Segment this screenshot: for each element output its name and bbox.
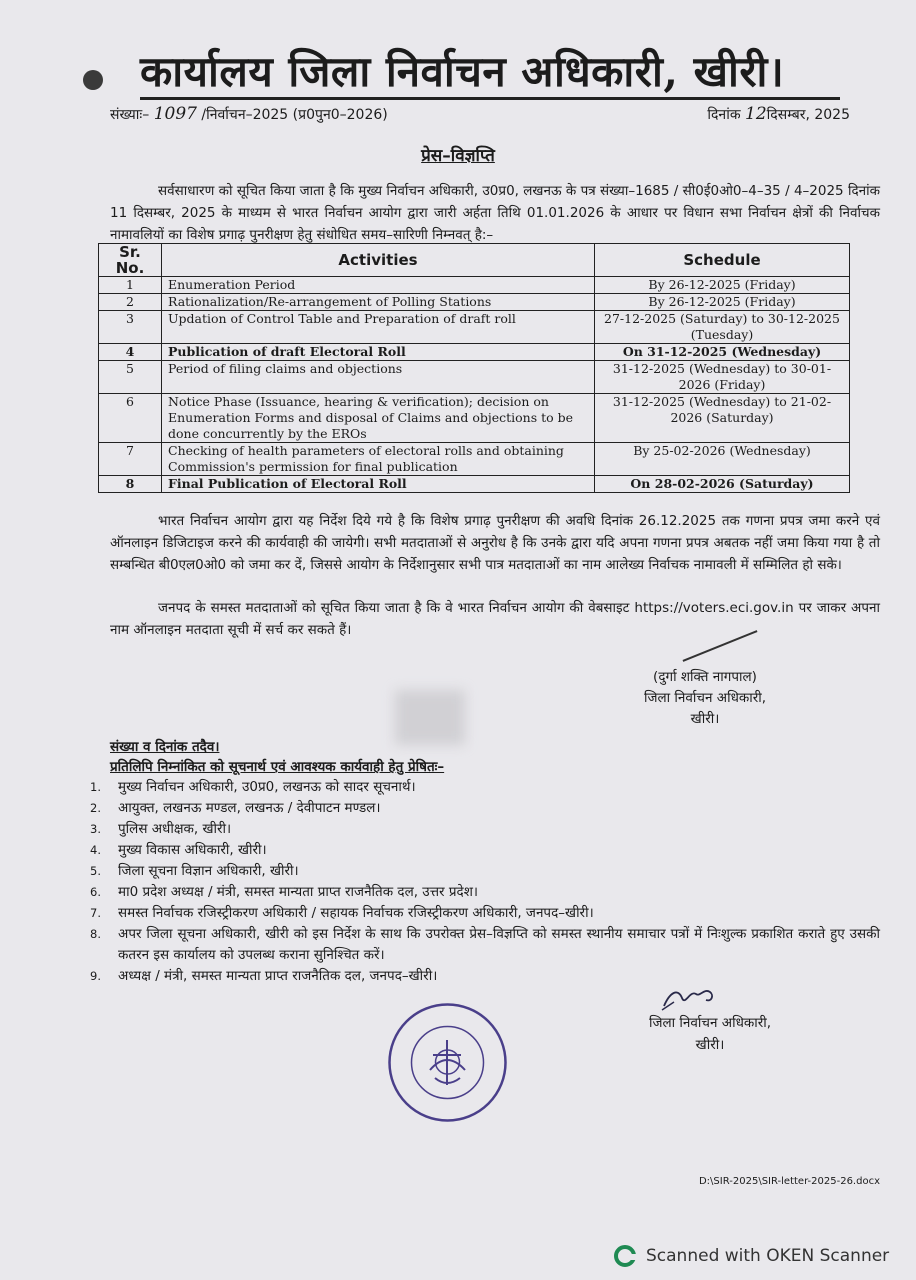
- list-item-text: मुख्य निर्वाचन अधिकारी, उ0प्र0, लखनऊ को सादर सूचनार्थ।: [118, 779, 416, 795]
- list-item-text: मा0 प्रदेश अध्यक्ष / मंत्री, समस्त मान्यता प्राप्त राजनैतिक दल, उत्तर प्रदेश।: [118, 884, 478, 900]
- sr-cell: 8: [99, 476, 162, 493]
- sr-cell: 4: [99, 344, 162, 361]
- activity-cell: Checking of health parameters of electoral rolls and obtaining Commission's permission for final publication: [162, 443, 595, 476]
- activity-cell: Rationalization/Re-arrangement of Polling Stations: [162, 294, 595, 311]
- officer-designation-2: जिला निर्वाचन अधिकारी,: [648, 1015, 772, 1031]
- list-item-text: अध्यक्ष / मंत्री, समस्त मान्यता प्राप्त राजनैतिक दल, जनपद–खीरी।: [118, 968, 438, 984]
- copy-heading-recipients: प्रतिलिपि निम्नांकित को सूचनार्थ एवं आवश्यक कार्यवाही हेतु प्रेषितः–: [110, 759, 445, 775]
- schedule-row: [99, 311, 850, 344]
- list-item-text: जिला सूचना विज्ञान अधिकारी, खीरी।: [118, 863, 299, 879]
- schedule-cell: 31-12-2025 (Wednesday) to 30-01-2026 (Friday): [595, 361, 850, 394]
- office-seal-icon: [385, 1000, 510, 1125]
- instruction-paragraph: भारत निर्वाचन आयोग द्वारा यह निर्देश दिये गये है कि विशेष प्रगाढ़ पुनरीक्षण की अवधि दिनांक 26.12.2025 तक गणना प्रपत्र जमा करने एवं ऑनलाइन डिजिटाइज करने की कार्यवाही की जायेगी। सभी मतदाताओं से अनुरोध है कि उनके द्वारा यदि अपना गणना प्रपत्र अबतक नहीं जमा किया गया है तो सम्बन्धित बी0एल0ओ0 को जमा कर दें, जिससे आयोग के निर्देशानुसार सभी पात्र मतदाताओं का नाम आलेख्य निर्वाचक नामावली में सम्मिलित हो सके।: [110, 513, 880, 573]
- list-item-number: 9.: [90, 969, 101, 983]
- list-item-text: समस्त निर्वाचक रजिस्ट्रीकरण अधिकारी / सहायक निर्वाचक रजिस्ट्रीकरण अधिकारी, जनपद–खीरी।: [118, 905, 594, 921]
- schedule-cell: On 28-02-2026 (Saturday): [595, 476, 850, 493]
- list-item: [90, 840, 880, 861]
- list-item: [90, 882, 880, 903]
- schedule-row: [99, 294, 850, 311]
- list-item-number: 1.: [90, 780, 101, 794]
- activity-cell: Enumeration Period: [162, 277, 595, 294]
- schedule-cell: On 31-12-2025 (Wednesday): [595, 344, 850, 361]
- list-item-text: मुख्य विकास अधिकारी, खीरी।: [118, 842, 267, 858]
- activity-cell: Updation of Control Table and Preparation of draft roll: [162, 311, 595, 344]
- intro-paragraph: सर्वसाधारण को सूचित किया जाता है कि मुख्य निर्वाचन अधिकारी, उ0प्र0, लखनऊ के पत्र संख्या–1685 / सी0ई0ओ0–4–35 / 4–2025 दिनांक 11 दिसम्बर, 2025 के माध्यम से भारत निर्वाचन आयोग द्वारा जारी अर्हता तिथि 01.01.2026 के आधार पर विधान सभा निर्वाचन क्षेत्रों की निर्वाचक नामावलियों का विशेष प्रगाढ़ पुनरीक्षण हेतु संधोधित समय–सारिणी निम्नवत् है:–: [110, 183, 880, 243]
- officer-place: खीरी।: [690, 711, 720, 727]
- sr-cell: 6: [99, 394, 162, 443]
- copy-heading-number: संख्या व दिनांक तदैव।: [110, 739, 220, 755]
- schedule-table: [98, 243, 850, 493]
- ref-suffix: /निर्वाचन–2025 (प्र0पुन0–2026): [201, 107, 388, 123]
- list-item-number: 5.: [90, 864, 101, 878]
- letter-date: [707, 104, 850, 124]
- list-item-text: पुलिस अधीक्षक, खीरी।: [118, 821, 232, 837]
- list-item-number: 4.: [90, 843, 101, 857]
- header-sr-no: Sr. No.: [99, 244, 162, 277]
- file-path: D:\SIR-2025\SIR-letter-2025-26.docx: [698, 1176, 880, 1187]
- ref-number: 1097: [153, 104, 197, 124]
- scanner-label: Scanned with OKEN Scanner: [646, 1246, 890, 1266]
- list-item: [90, 861, 880, 882]
- handwritten-signature-icon: [660, 982, 720, 1014]
- schedule-row: [99, 344, 850, 361]
- list-item: [90, 819, 880, 840]
- scanner-watermark: [614, 1245, 889, 1267]
- activity-cell: Period of filing claims and objections: [162, 361, 595, 394]
- scan-smudge: [395, 690, 465, 745]
- schedule-row: [99, 443, 850, 476]
- bullet-dot: [83, 70, 103, 90]
- list-item-text: अपर जिला सूचना अधिकारी, खीरी को इस निर्देश के साथ कि उपरोक्त प्रेस–विज्ञप्ति को समस्त स्थानीय समाचार पत्रों में निःशुल्क प्रकाशित कराते हुए उसकी कतरन इस कार्यालय को उपलब्ध कराना सुनिश्चित करें।: [118, 926, 880, 963]
- date-day: 12: [745, 104, 767, 124]
- sr-cell: 2: [99, 294, 162, 311]
- list-item-number: 2.: [90, 801, 101, 815]
- schedule-cell: 31-12-2025 (Wednesday) to 21-02-2026 (Saturday): [595, 394, 850, 443]
- sr-cell: 7: [99, 443, 162, 476]
- copy-recipient-list: [90, 777, 880, 987]
- schedule-body: [99, 277, 850, 493]
- oken-logo-icon: [614, 1245, 636, 1267]
- signature-block-1: [640, 667, 770, 730]
- sr-cell: 3: [99, 311, 162, 344]
- list-item-text: आयुक्त, लखनऊ मण्डल, लखनऊ / देवीपाटन मण्डल।: [118, 800, 381, 816]
- press-release-title: प्रेस–विज्ञप्ति: [421, 146, 495, 166]
- activity-cell: Publication of draft Electoral Roll: [162, 344, 595, 361]
- list-item: [90, 903, 880, 924]
- ref-prefix: संख्याः–: [110, 107, 150, 123]
- officer-designation: जिला निर्वाचन अधिकारी,: [643, 690, 767, 706]
- list-item-number: 7.: [90, 906, 101, 920]
- schedule-header-row: [99, 244, 850, 277]
- list-item: [90, 924, 880, 966]
- date-prefix: दिनांक: [707, 107, 741, 123]
- list-item-number: 6.: [90, 885, 101, 899]
- officer-place-2: खीरी।: [695, 1037, 725, 1053]
- schedule-row: [99, 394, 850, 443]
- office-title: कार्यालय जिला निर्वाचन अधिकारी, खीरी।: [140, 47, 785, 96]
- schedule-row: [99, 361, 850, 394]
- sr-cell: 5: [99, 361, 162, 394]
- website-paragraph: जनपद के समस्त मतदाताओं को सूचित किया जाता है कि वे भारत निर्वाचन आयोग की वेबसाइट https://voters.eci.gov.in पर जाकर अपना नाम ऑनलाइन मतदाता सूची में सर्च कर सकते हैं।: [110, 600, 880, 638]
- list-item: [90, 798, 880, 819]
- schedule-cell: By 26-12-2025 (Friday): [595, 277, 850, 294]
- list-item: [90, 966, 880, 987]
- sr-cell: 1: [99, 277, 162, 294]
- signature-block-2: [645, 1012, 775, 1056]
- reference-number: [110, 104, 388, 124]
- schedule-cell: 27-12-2025 (Saturday) to 30-12-2025 (Tuesday): [595, 311, 850, 344]
- date-suffix: दिसम्बर, 2025: [766, 107, 850, 123]
- schedule-row: [99, 476, 850, 493]
- schedule-row: [99, 277, 850, 294]
- list-item-number: 3.: [90, 822, 101, 836]
- activity-cell: Final Publication of Electoral Roll: [162, 476, 595, 493]
- list-item-number: 8.: [90, 927, 101, 941]
- officer-name: (दुर्गा शक्ति नागपाल): [653, 669, 757, 685]
- schedule-cell: By 26-12-2025 (Friday): [595, 294, 850, 311]
- schedule-cell: By 25-02-2026 (Wednesday): [595, 443, 850, 476]
- title-underline: [140, 97, 840, 100]
- activity-cell: Notice Phase (Issuance, hearing & verification); decision on Enumeration Forms and disposal of Claims and objections to be done concurrently by the EROs: [162, 394, 595, 443]
- list-item: [90, 777, 880, 798]
- header-schedule: Schedule: [595, 244, 850, 277]
- header-activities: Activities: [162, 244, 595, 277]
